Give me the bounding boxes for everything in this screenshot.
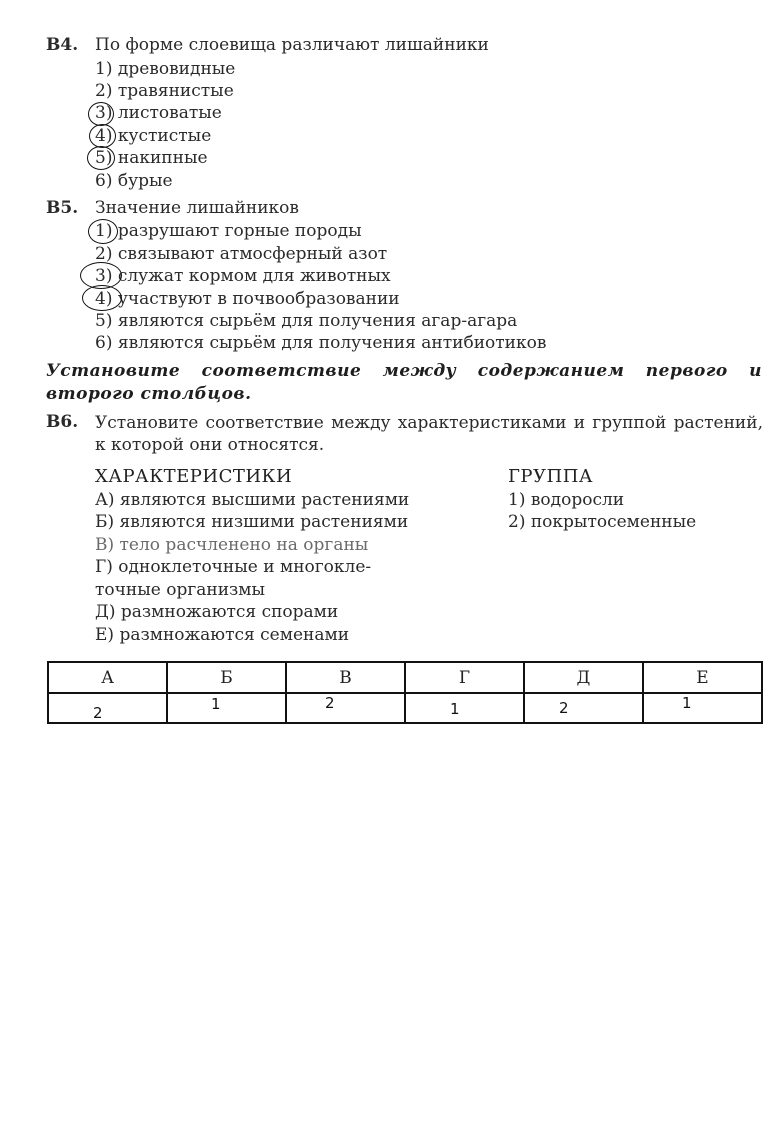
answer-cell-e[interactable] (643, 693, 762, 723)
answer-cell-d[interactable] (524, 693, 643, 723)
answer-header-v: В (286, 662, 405, 693)
characteristic-a: А) являются высшими растениями (95, 490, 410, 510)
answer-cell-b[interactable] (167, 693, 286, 723)
group-1: 1) водоросли (508, 490, 625, 510)
b4-option-5: 5) накипные (95, 148, 208, 168)
characteristic-b: Б) являются низшими растениями (95, 512, 409, 532)
characteristic-d: Д) размножаются спорами (95, 602, 339, 622)
answer-cell-a[interactable] (48, 693, 167, 723)
answer-value-g: 1 (449, 700, 460, 718)
b4-option-6: 6) бурые (95, 171, 173, 191)
answer-header-b: Б (167, 662, 286, 693)
b5-option-1: 1) разрушают горные породы (95, 221, 362, 241)
question-number-b6: B6. (46, 412, 79, 432)
answer-header-e: Е (643, 662, 762, 693)
characteristic-g-line2: точные организмы (95, 580, 266, 600)
answer-circle-b4-3 (88, 102, 114, 126)
answer-value-a: 2 (93, 704, 103, 722)
b4-option-1: 1) древовидные (95, 59, 236, 79)
answer-value-e: 1 (681, 694, 692, 712)
characteristic-e: Е) размножаются семенами (95, 625, 350, 645)
b4-option-3: 3) листоватые (95, 103, 222, 123)
answer-cell-g[interactable] (405, 693, 524, 723)
answer-circle-b4-5 (87, 146, 115, 170)
group-header: ГРУППА (508, 466, 594, 487)
b5-option-3: 3) служат кормом для животных (95, 266, 391, 286)
group-2: 2) покрытосеменные (508, 512, 697, 532)
question-text-b5: Значение лишайников (95, 198, 299, 218)
b5-option-5: 5) являются сырьём для получения агар-агара (95, 311, 518, 331)
characteristics-header: ХАРАКТЕРИСТИКИ (95, 466, 293, 487)
answer-header-a: А (48, 662, 167, 693)
answer-table (47, 661, 763, 724)
b5-option-2: 2) связывают атмосферный азот (95, 244, 388, 264)
b4-option-2: 2) травянистые (95, 81, 234, 101)
answer-header-d: Д (524, 662, 643, 693)
question-text-b4: По форме слоевища различают лишайники (95, 35, 489, 55)
characteristic-v: В) тело расчленено на органы (95, 535, 369, 555)
characteristic-g-line1: Г) одноклеточные и многокле- (95, 557, 372, 577)
question-number-b4: B4. (46, 35, 79, 55)
answer-value-b: 1 (211, 695, 221, 713)
answer-value-v: 2 (324, 694, 335, 712)
answer-value-d: 2 (558, 699, 569, 717)
answer-circle-b4-4 (89, 124, 116, 148)
answer-cell-v[interactable] (286, 693, 405, 723)
question-text-b6: Установите соответствие между характеристиками и группой растений, к которой они относятся. (95, 413, 763, 455)
b4-option-4: 4) кустистые (95, 126, 212, 146)
answer-header-g: Г (405, 662, 524, 693)
question-number-b5: B5. (46, 198, 79, 218)
b5-option-6: 6) являются сырьём для получения антибиотиков (95, 333, 547, 353)
matching-instruction: Установите соответствие между содержанием первого и второго столбцов. (46, 361, 762, 404)
answer-circle-b5-1 (88, 219, 118, 244)
b5-option-4: 4) участвуют в почвообразовании (95, 289, 400, 309)
answer-circle-b5-4 (82, 285, 122, 311)
